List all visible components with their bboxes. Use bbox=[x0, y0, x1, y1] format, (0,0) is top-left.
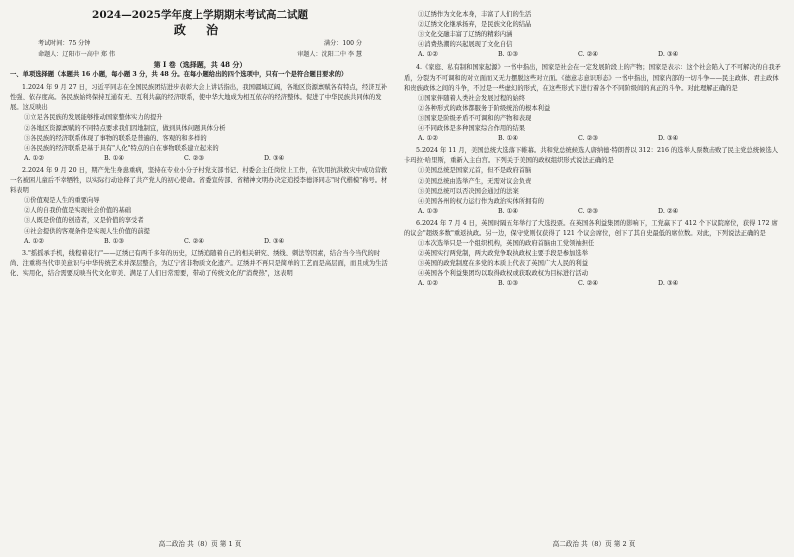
question-2-option: ④社会提供的客观条件是实现人生价值的前提 bbox=[24, 227, 150, 235]
question-1-option: ②各地区资源禀赋的不同特点要求我们因地制宜，做到具体问题具体分析 bbox=[24, 124, 226, 132]
exam-writer: 命题人：辽阳市一高中 郑 伟 bbox=[38, 51, 115, 58]
section-title: 第 I 卷（选择题，共 48 分） bbox=[153, 60, 247, 69]
question-1-option: ④各民族的经济联系是基于具有"人化"特点的自在事物联系建立起来的 bbox=[24, 144, 219, 152]
page-left bbox=[10, 8, 390, 549]
question-6-option: ④英国各个利益集团均以取得政权或获取政权为目标进行活动 bbox=[418, 270, 589, 278]
question-6-option: ②英国实行两党制，两大政党争取执政权主要手段是参加选举 bbox=[418, 250, 589, 258]
question-6-option: ③英国的政党制度在多党的本质上代表了英国广大人民的利益 bbox=[418, 260, 589, 268]
question-4-option: ②各种形式的政体都服务于阶级统治的根本利益 bbox=[418, 104, 551, 112]
page-footer: 高二政治 共（8）页 第 1 页 bbox=[158, 539, 242, 548]
question-1-option: ③各民族的经济联系体现了事物的联系是普遍的、客观的和多样的 bbox=[24, 134, 207, 142]
answer-choice: D. ③④ bbox=[658, 135, 679, 143]
question-1-answers bbox=[10, 154, 390, 164]
answer-choice: C. ②③ bbox=[184, 154, 204, 162]
exam-time: 考试时间：75 分钟 bbox=[38, 40, 91, 47]
question-5-answers bbox=[404, 207, 784, 217]
answer-choice: B. ①③ bbox=[498, 280, 518, 288]
answer-choice: B. ①④ bbox=[104, 154, 124, 162]
answer-choice: B. ①④ bbox=[498, 135, 518, 143]
answer-choice: D. ②④ bbox=[658, 207, 679, 215]
answer-choice: A. ①② bbox=[418, 280, 438, 288]
question-6-option: ①本次选举只是一个组织机构，英国的政府首脑由工党领袖担任 bbox=[418, 240, 595, 248]
page-right bbox=[404, 8, 784, 549]
exam-score: 满分：100 分 bbox=[324, 40, 362, 47]
answer-choice: D. ③④ bbox=[264, 154, 285, 162]
answer-choice: D. ③④ bbox=[658, 51, 679, 59]
answer-choice: A. ①② bbox=[24, 237, 44, 245]
question-2-stem: 2.2024 年 9 月 20 日，期产先生身患重病，坚持在专业小分子村党支部书记、村委会主任岗位上工作，在饮用抗洪救灾中成功营救一名被困儿童后不幸牺牲，以实际行动诠释了共产党人的初心使命。省委宣传部、省精神文明办决定追授李德泽同志"时代楷模"称号。材料表明 bbox=[10, 166, 388, 195]
question-5-option: ①美国总统是国家元首，但不是政府首脑 bbox=[418, 167, 532, 175]
answer-choice: C. ②④ bbox=[578, 51, 598, 59]
exam-reviewer: 审题人：沈阳二中 李 慧 bbox=[297, 51, 362, 58]
question-1-stem: 1.2024 年 9 月 27 日，习近平同志在全国民族团结进步表彰大会上讲话指出，我国疆域辽阔，各地区资源禀赋各有特点，经济互补性强、依存度高。各民族始终保持互通有无、互利共赢的经济联系，使中华大地成为相互依存的经济整体。促进了中华民族共同体的发展。这反映出 bbox=[10, 84, 388, 112]
question-2-option: ②人的自我价值是实现社会价值的基础 bbox=[24, 207, 132, 215]
exam-title: 2024—2025学年度上学期期末考试高二试题 bbox=[92, 9, 308, 21]
question-3-option: ③文化交融丰富了辽绣的精彩内涵 bbox=[418, 31, 513, 39]
answer-choice: A. ①② bbox=[24, 154, 44, 162]
answer-choice: C. ②④ bbox=[578, 280, 598, 288]
answer-choice: A. ①③ bbox=[418, 207, 438, 215]
question-6-answers bbox=[404, 279, 784, 289]
question-5-stem: 5.2024 年 11 月，美国总统大选落下帷幕。共和党总统候选人唐纳德·特朗普以 312：216 的选举人票数击败了民主党总统候选人卡玛拉·哈里斯，重新入主白宫。下列关于美国的政权组织形式说法正确的是 bbox=[404, 147, 779, 165]
answer-choice: C. ②③ bbox=[578, 135, 598, 143]
question-3-option: ①辽绣作为文化本身，丰富了人们的生活 bbox=[418, 11, 532, 18]
answer-choice: C. ②④ bbox=[184, 237, 204, 245]
question-3-option: ②辽绣文化继承扬弃，是民族文化的结晶 bbox=[418, 21, 532, 29]
question-2-option: ①价值观是人生的重要向导 bbox=[24, 197, 100, 205]
question-4-stem: 4.《家庭、私有制和国家起源》一书中指出，国家是社会在一定发展阶段上的产物；国家是表示：这个社会陷入了不可解决的自我矛盾，分裂为不可调和的对立面而又无力摆脱这些对立面。《德意志意识形态》一书中指出，国家内部的一切斗争——民主政体、君主政体和贵族政体之间的斗争，不过是一些虚幻的形式，在这些形式下进行着各个不同阶级间的真正的斗争。对此理解正确的是 bbox=[404, 64, 781, 92]
question-5-option: ③美国总统可以否决国会通过的法案 bbox=[418, 187, 519, 195]
question-4-answers bbox=[404, 134, 784, 144]
answer-choice: B. ①③ bbox=[498, 51, 518, 59]
section-instructions: 一、单项选择题（本题共 16 小题，每小题 3 分，共 48 分。在每小题给出的四个选项中，只有一个是符合题目要求的） bbox=[10, 71, 348, 79]
subject-title: 政 治 bbox=[173, 23, 227, 37]
question-3-answers bbox=[404, 50, 784, 60]
exam-meta-row-2 bbox=[10, 49, 390, 60]
answer-choice: C. ②③ bbox=[578, 207, 598, 215]
page-footer: 高二政治 共（8）页 第 2 页 bbox=[552, 539, 636, 548]
answer-choice: A. ①② bbox=[418, 135, 438, 143]
question-4-option: ③国家是阶级矛盾不可调和的产物和表现 bbox=[418, 114, 532, 122]
question-3-stem: 3."摇摇承手机，线程着花行"——辽绣已有两千多年的历史，辽绣追随着自己的相关研究、绣线、刺法等因素，结合当今当代的时尚、注重将当代审美意识与中华传统艺术并深层整合，为辽宁省非物质文化遗产。辽绣并不再只是简单的工艺而是高层面，而且成为生活化、实用化，结合需要反映当代文化审美、满足了人们日常需要，带动了传统文化的"消费热"，这表明 bbox=[10, 249, 388, 277]
question-3-option: ④消费热潮的兴起展现了文化自信 bbox=[418, 41, 513, 49]
answer-choice: A. ①② bbox=[418, 51, 438, 59]
question-5-option: ②美国总统由选举产生，无需对议会负责 bbox=[418, 177, 532, 185]
question-6-stem: 6.2024 年 7 月 4 日，英国时隔五年举行了大选投票。在英国各利益集团的影响下，工党赢下了 412 个下议院席位，获得 172 席的议会"超级多数"重返执政。另一边，保守党则仅获得了 121 个议会席位，创下了其自史最低的席位数。对此，下列说法正确的是 bbox=[404, 219, 778, 237]
question-4-option: ①国家伴随着人类社会发展过程的始终 bbox=[418, 94, 526, 102]
answer-choice: D. ③④ bbox=[264, 237, 285, 245]
question-2-option: ③人既是价值的创造者，又是价值的享受者 bbox=[24, 217, 144, 225]
question-4-option: ④不同政体是多种国家综合作用的结果 bbox=[418, 125, 526, 133]
answer-choice: B. ①④ bbox=[498, 207, 518, 215]
question-2-answers bbox=[10, 237, 390, 247]
question-5-option: ④美国各州的权力运行作为政治实体所拥有的 bbox=[418, 197, 544, 205]
answer-choice: D. ③④ bbox=[658, 280, 679, 288]
question-1-option: ①立足各民族的发展能够推动国家整体实力的提升 bbox=[24, 114, 163, 122]
answer-choice: B. ①③ bbox=[104, 237, 124, 245]
exam-meta-row-1 bbox=[10, 38, 390, 49]
